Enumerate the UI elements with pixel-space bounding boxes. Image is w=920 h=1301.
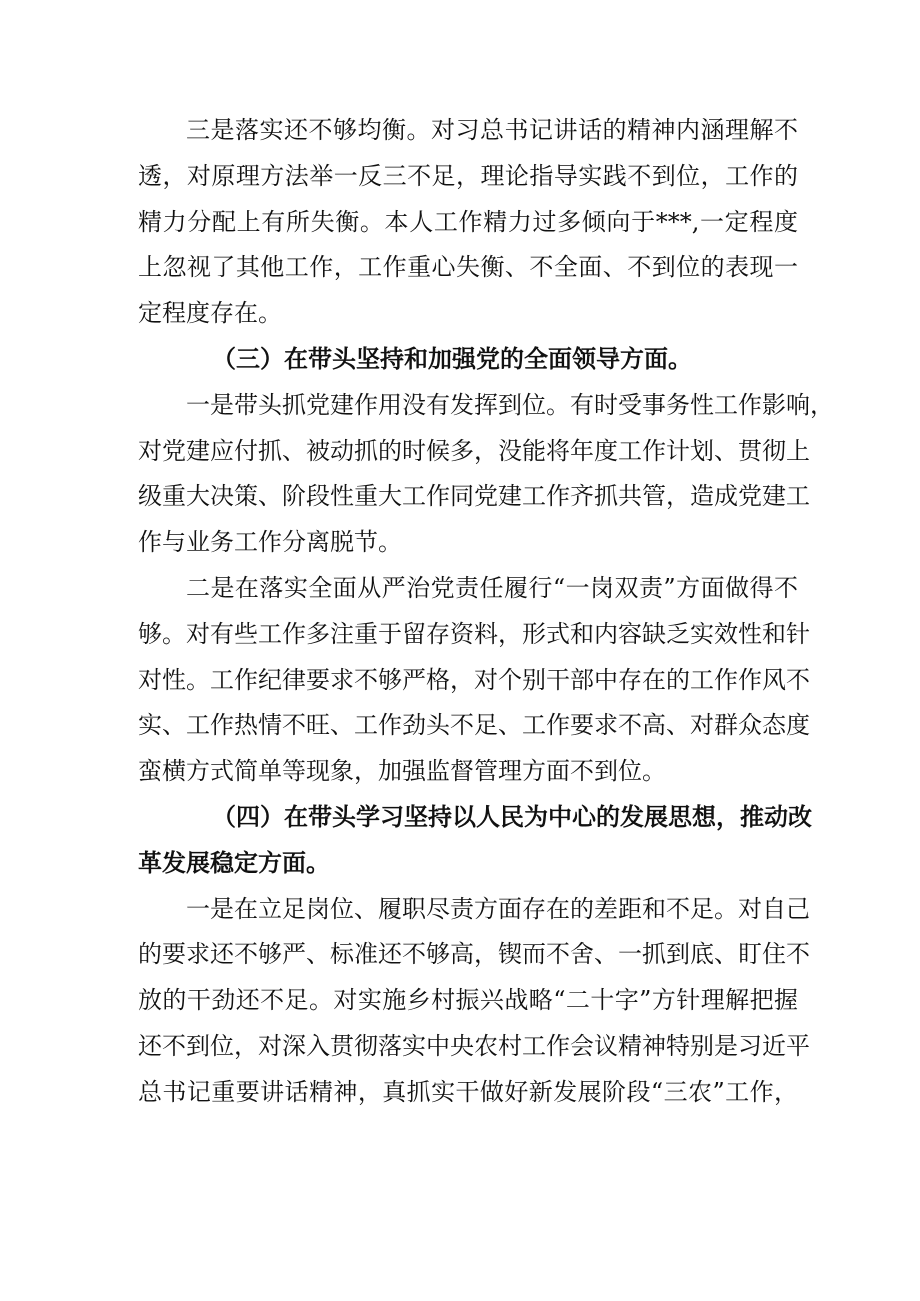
paragraph-line: 透，对原理方法举一反三不足，理论指导实践不到位，工作的 (138, 161, 798, 190)
paragraph-line: 放的干劲还不足。对实施乡村振兴战略“二十字”方针理解把握 (138, 986, 798, 1015)
document-page (138, 108, 834, 1116)
paragraph-line: 一是在立足岗位、履职尽责方面存在的差距和不足。对自己 (186, 894, 810, 923)
paragraph-line: 一是带头抓党建作用没有发挥到位。有时受事务性工作影响， (186, 390, 834, 419)
section-heading: （三）在带头坚持和加强党的全面领导方面。 (212, 344, 692, 373)
paragraph-line: 够。对有些工作多注重于留存资料，形式和内容缺乏实效性和针 (138, 619, 810, 648)
paragraph-line: 总书记重要讲话精神，真抓实干做好新发展阶段“三农”工作， (138, 1077, 798, 1106)
paragraph-line: 精力分配上有所失衡。本人工作精力过多倾向于***,一定程度 (138, 207, 798, 236)
section-heading: （四）在带头学习坚持以人民为中心的发展思想，推动改 (212, 802, 812, 831)
paragraph-line: 蛮横方式简单等现象，加强监督管理方面不到位。 (138, 757, 666, 786)
paragraph-line: 三是落实还不够均衡。对习总书记讲话的精神内涵理解不 (186, 116, 798, 144)
paragraph-line: 上忽视了其他工作，工作重心失衡、不全面、不到位的表现一 (138, 253, 798, 282)
paragraph-line: 的要求还不够严、标准还不够高，锲而不舍、一抓到底、盯住不 (138, 940, 810, 969)
paragraph-line: 作与业务工作分离脱节。 (138, 528, 402, 557)
paragraph-line: 还不到位，对深入贯彻落实中央农村工作会议精神特别是习近平 (138, 1031, 810, 1060)
paragraph-line: 实、工作热情不旺、工作劲头不足、工作要求不高、对群众态度 (138, 711, 810, 740)
paragraph-line: 级重大决策、阶段性重大工作同党建工作齐抓共管，造成党建工 (138, 482, 810, 511)
paragraph-line: 二是在落实全面从严治党责任履行“一岗双责”方面做得不 (186, 573, 798, 602)
paragraph-line: 定程度存在。 (138, 299, 282, 328)
section-heading-continued: 革发展稳定方面。 (138, 848, 330, 877)
paragraph-line: 对党建应付抓、被动抓的时候多，没能将年度工作计划、贯彻上 (138, 436, 810, 465)
paragraph-line: 对性。工作纪律要求不够严格，对个别干部中存在的工作作风不 (138, 665, 810, 694)
